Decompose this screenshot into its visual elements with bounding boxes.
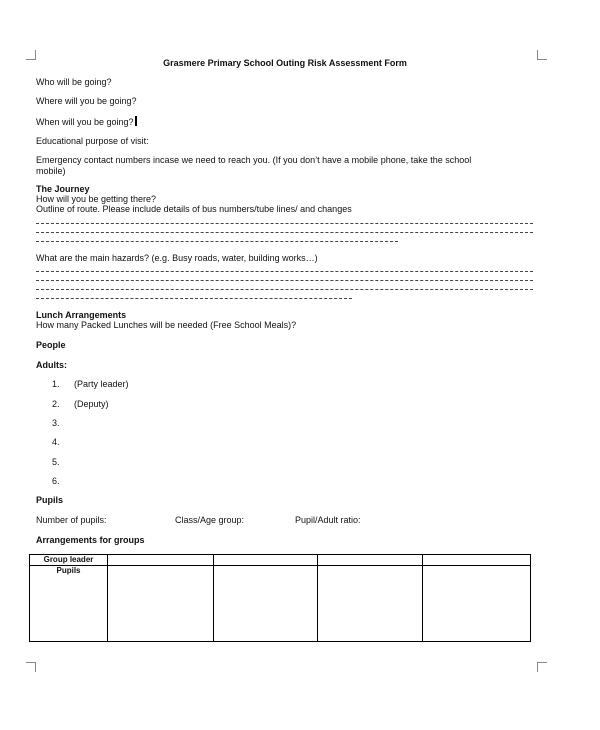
question-when[interactable] xyxy=(36,116,137,128)
group-leader-header: Group leader xyxy=(30,555,108,566)
text-cursor xyxy=(135,116,137,126)
table-cell[interactable] xyxy=(108,555,214,566)
journey-route[interactable]: Outline of route. Please include details of bus numbers/tube lines/ and changes xyxy=(36,204,352,214)
question-who[interactable]: Who will be going? xyxy=(36,77,112,87)
pupil-adult-ratio-label[interactable]: Pupil/Adult ratio: xyxy=(295,515,361,525)
answer-line[interactable] xyxy=(36,223,533,224)
table-cell[interactable] xyxy=(214,566,318,642)
answer-line[interactable] xyxy=(36,298,352,299)
groups-heading: Arrangements for groups xyxy=(36,535,145,545)
document-title: Grasmere Primary School Outing Risk Assessment Form xyxy=(163,58,407,68)
adult-number: 2. xyxy=(52,399,60,409)
groups-table xyxy=(29,554,531,642)
lunch-question[interactable]: How many Packed Lunches will be needed (Free School Meals)? xyxy=(36,320,297,330)
class-age-label[interactable]: Class/Age group: xyxy=(175,515,245,525)
lunch-heading: Lunch Arrangements xyxy=(36,310,127,320)
crop-mark-bottom-left xyxy=(26,662,36,672)
question-emergency-line2[interactable]: mobile) xyxy=(36,166,66,176)
hazards-question[interactable]: What are the main hazards? (e.g. Busy roads, water, building works…) xyxy=(36,253,318,263)
answer-line[interactable] xyxy=(36,280,533,281)
answer-line[interactable] xyxy=(36,271,533,272)
question-purpose[interactable]: Educational purpose of visit: xyxy=(36,136,149,146)
pupils-header: Pupils xyxy=(30,566,108,642)
adult-label[interactable]: (Deputy) xyxy=(74,399,109,409)
table-cell[interactable] xyxy=(318,555,423,566)
adult-label[interactable]: (Party leader) xyxy=(74,379,129,389)
table-cell[interactable] xyxy=(423,566,531,642)
answer-line[interactable] xyxy=(36,241,398,242)
adult-number: 4. xyxy=(52,437,60,447)
adult-number: 6. xyxy=(52,476,60,486)
people-heading: People xyxy=(36,340,66,350)
table-cell[interactable] xyxy=(108,566,214,642)
question-when-text: When will you be going? xyxy=(36,117,134,127)
answer-line[interactable] xyxy=(36,289,533,290)
question-where[interactable]: Where will you be going? xyxy=(36,96,137,106)
question-emergency-line1[interactable]: Emergency contact numbers incase we need to reach you. (If you don’t have a mobile phone, take the school xyxy=(36,155,472,165)
table-cell[interactable] xyxy=(214,555,318,566)
journey-how[interactable]: How will you be getting there? xyxy=(36,194,157,204)
answer-line[interactable] xyxy=(36,232,533,233)
table-cell[interactable] xyxy=(423,555,531,566)
number-of-pupils-label[interactable]: Number of pupils: xyxy=(36,515,107,525)
journey-heading: The Journey xyxy=(36,184,90,194)
table-cell[interactable] xyxy=(318,566,423,642)
adult-number: 1. xyxy=(52,379,60,389)
adults-heading: Adults: xyxy=(36,360,67,370)
pupils-heading: Pupils xyxy=(36,495,64,505)
adult-number: 5. xyxy=(52,457,60,467)
adult-number: 3. xyxy=(52,418,60,428)
crop-mark-bottom-right xyxy=(537,662,547,672)
